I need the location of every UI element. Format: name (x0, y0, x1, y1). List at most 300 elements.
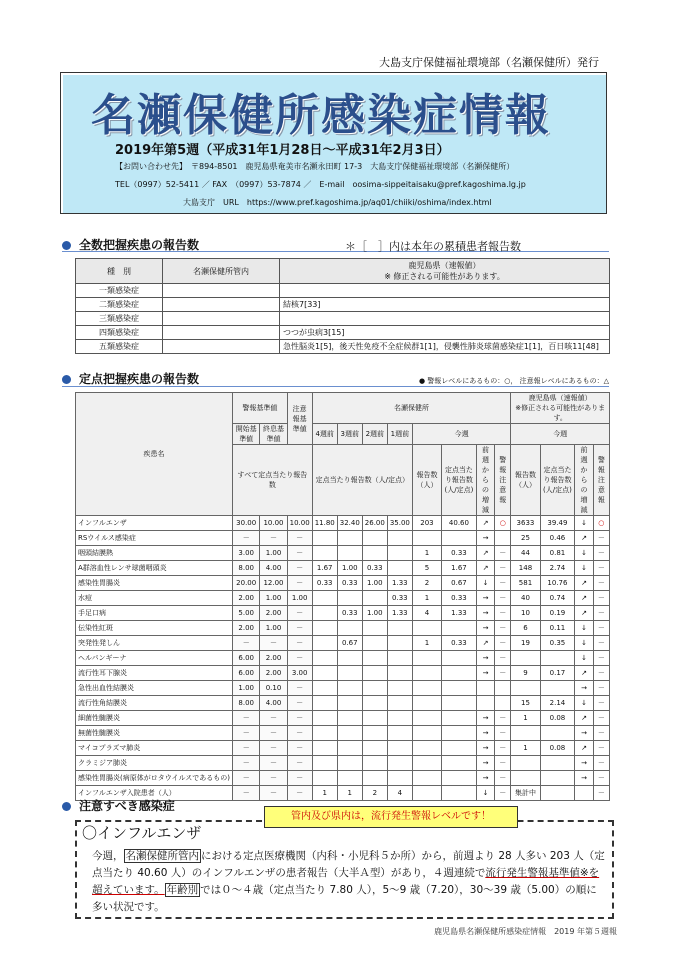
cell: ↓ (575, 636, 593, 651)
cell: 急性出血性結膜炎 (76, 681, 233, 696)
cell: 0.35 (540, 636, 575, 651)
sentinel-table (75, 392, 610, 801)
cell (387, 636, 412, 651)
cell (412, 786, 441, 801)
cell: → (476, 531, 494, 546)
h-this-pref: 今週 (511, 424, 610, 445)
cell: － (593, 591, 609, 606)
cell: 1.00 (287, 591, 312, 606)
cell (387, 666, 412, 681)
h-3w: 3週前 (337, 424, 362, 445)
cell (412, 531, 441, 546)
cell: インフルエンザ入院患者（人） (76, 786, 233, 801)
cell: － (287, 726, 312, 741)
cell: クラミジア肺炎 (76, 756, 233, 771)
cell: → (476, 771, 494, 786)
h-1w: 1週前 (387, 424, 412, 445)
cell: ↗ (476, 516, 494, 531)
cell-pref: つつが虫病3[15] (280, 326, 610, 340)
cell (337, 591, 362, 606)
cell: 流行性角結膜炎 (76, 696, 233, 711)
h-start: 開始基準値 (233, 424, 260, 445)
cell (312, 591, 337, 606)
cell: － (495, 651, 511, 666)
cell (476, 681, 494, 696)
cell (312, 531, 337, 546)
table-row (76, 340, 610, 354)
table-row (76, 771, 610, 786)
cell: 0.33 (442, 591, 477, 606)
cell: － (287, 576, 312, 591)
cell: 0.67 (442, 576, 477, 591)
cell (387, 696, 412, 711)
table-row (76, 561, 610, 576)
alert-callout: 管内及び県内は，流行発生警報レベルです！ (264, 806, 518, 828)
cell: 1 (412, 546, 441, 561)
cell: 1.00 (260, 546, 287, 561)
cell (362, 651, 387, 666)
cell (511, 756, 540, 771)
table-row (76, 636, 610, 651)
cell: ↓ (575, 651, 593, 666)
cell: － (593, 621, 609, 636)
cell: ↓ (575, 696, 593, 711)
cell: － (495, 786, 511, 801)
table-row (76, 726, 610, 741)
cell-pref: 急性脳炎1[5]，後天性免疫不全症候群1[1]，侵襲性肺炎球菌感染症1[1]，百日咳11[48] (280, 340, 610, 354)
cell (362, 636, 387, 651)
cell: － (593, 531, 609, 546)
table-row (76, 531, 610, 546)
section1-note: ＊［ ］内は本年の累積患者報告数 (345, 240, 521, 253)
cell: 1.67 (312, 561, 337, 576)
cell: － (287, 651, 312, 666)
cell: ↓ (476, 576, 494, 591)
cell (412, 771, 441, 786)
cell: 咽頭結膜熱 (76, 546, 233, 561)
cell (412, 621, 441, 636)
cell (362, 726, 387, 741)
cell (337, 696, 362, 711)
cell: 0.33 (442, 636, 477, 651)
table-row (76, 576, 610, 591)
cell (337, 531, 362, 546)
cell: ↗ (575, 531, 593, 546)
cell: ○ (495, 516, 511, 531)
cell: 10.00 (260, 516, 287, 531)
cell (387, 711, 412, 726)
cell: 0.10 (260, 681, 287, 696)
cell: 2 (362, 786, 387, 801)
cell: － (233, 771, 260, 786)
cell: 0.74 (540, 591, 575, 606)
cell: － (287, 621, 312, 636)
cell: 4.00 (260, 561, 287, 576)
cell-type: 二類感染症 (76, 298, 163, 312)
cell: → (476, 756, 494, 771)
cell: 0.11 (540, 621, 575, 636)
cell: － (495, 756, 511, 771)
cell (442, 621, 477, 636)
section3-heading: 注意すべき感染症 (62, 797, 175, 814)
cell (387, 726, 412, 741)
cell: 40.60 (442, 516, 477, 531)
table-row (76, 591, 610, 606)
cell: － (495, 606, 511, 621)
cell: － (287, 606, 312, 621)
cell-pref (280, 312, 610, 326)
cell (312, 651, 337, 666)
cell-local (163, 298, 280, 312)
cell (442, 711, 477, 726)
cell: 10.76 (540, 576, 575, 591)
cell: － (593, 636, 609, 651)
cell (442, 696, 477, 711)
cell: － (287, 771, 312, 786)
cell (312, 636, 337, 651)
cell: ↓ (476, 786, 494, 801)
cell (337, 741, 362, 756)
cell: 581 (511, 576, 540, 591)
cell: ↗ (476, 636, 494, 651)
h-per-pref: 定点当たり報告数(人/定点) (540, 445, 575, 516)
header-banner (60, 72, 607, 214)
cell (337, 726, 362, 741)
cell (387, 756, 412, 771)
cell: － (260, 711, 287, 726)
h-alert-pref: 警報注意報 (593, 445, 609, 516)
cell: 4 (412, 606, 441, 621)
cell: － (287, 756, 312, 771)
cell: 1.00 (233, 681, 260, 696)
cell-type: 一類感染症 (76, 284, 163, 298)
cell (337, 711, 362, 726)
bullet-icon (62, 241, 71, 250)
h-count-pref: 報告数（人） (511, 445, 540, 516)
contact-phone-email: TEL（0997）52-5411 ／ FAX （0997）53-7874 ／ E-mail oosima-sippeitaisaku@pref.kagoshima.lg.jp (115, 180, 526, 189)
cell: － (593, 696, 609, 711)
cell (540, 651, 575, 666)
cell: → (476, 711, 494, 726)
table-row (76, 696, 610, 711)
h-2w: 2週前 (362, 424, 387, 445)
cell (312, 681, 337, 696)
cell: 0.08 (540, 711, 575, 726)
cell-local (163, 312, 280, 326)
cell (312, 696, 337, 711)
cell (337, 681, 362, 696)
cell: － (495, 636, 511, 651)
cell: 0.33 (362, 561, 387, 576)
cell: 8.00 (233, 561, 260, 576)
cell: 44 (511, 546, 540, 561)
cell: － (495, 621, 511, 636)
h-trend-pref: 前週からの増減 (575, 445, 593, 516)
cell (442, 756, 477, 771)
h-caution: 注意報基準値 (287, 393, 312, 445)
bullet-icon (62, 375, 71, 384)
cell: → (575, 726, 593, 741)
cell-local (163, 326, 280, 340)
table-row (76, 621, 610, 636)
table-row (76, 298, 610, 312)
cell: － (593, 741, 609, 756)
cell: 1 (412, 636, 441, 651)
cell: 2.00 (233, 621, 260, 636)
cell: － (495, 666, 511, 681)
cell: － (495, 741, 511, 756)
cell: ヘルパンギーナ (76, 651, 233, 666)
cell: － (287, 681, 312, 696)
cell: － (495, 726, 511, 741)
cell: 20.00 (233, 576, 260, 591)
cell (387, 651, 412, 666)
cell: － (287, 711, 312, 726)
cell (412, 726, 441, 741)
cell (362, 681, 387, 696)
cell (312, 711, 337, 726)
cell: 2 (412, 576, 441, 591)
cell: － (233, 711, 260, 726)
contact-address: 【お問い合わせ先】 〒894-8501 鹿児島県奄美市名瀬永田町 17-3 大島支庁保健福祉環境部（名瀬保健所） (115, 162, 515, 171)
cell: 1.67 (442, 561, 477, 576)
cell (412, 711, 441, 726)
section1-heading: 全数把握疾患の報告数 (62, 236, 199, 253)
cell: 突発性発しん (76, 636, 233, 651)
cell: － (593, 726, 609, 741)
cell: 0.17 (540, 666, 575, 681)
cell: 0.33 (442, 546, 477, 561)
cell: 2.14 (540, 696, 575, 711)
cell: － (287, 561, 312, 576)
cell (412, 741, 441, 756)
cell: → (476, 606, 494, 621)
h-perpt: 定点当たり報告数（人/定点） (312, 445, 412, 516)
cell: － (287, 531, 312, 546)
cell (312, 666, 337, 681)
cell: ↓ (575, 516, 593, 531)
h-count: 報告数（人） (412, 445, 441, 516)
cell: － (233, 786, 260, 801)
cell: 1.00 (260, 621, 287, 636)
cell-type: 五類感染症 (76, 340, 163, 354)
cell (442, 666, 477, 681)
cell: 39.49 (540, 516, 575, 531)
cell: － (260, 531, 287, 546)
cell: － (593, 651, 609, 666)
cell-pref (280, 284, 610, 298)
h-end: 終息基準値 (260, 424, 287, 445)
cell: ↓ (575, 561, 593, 576)
cell: 2.00 (233, 591, 260, 606)
cell: → (575, 756, 593, 771)
cell (362, 621, 387, 636)
cell (442, 771, 477, 786)
table-row (76, 681, 610, 696)
cell: 0.33 (387, 591, 412, 606)
cell (312, 756, 337, 771)
cell: － (233, 741, 260, 756)
cell: 流行性耳下腺炎 (76, 666, 233, 681)
cell: 1.33 (387, 576, 412, 591)
notice-body: 今週， 名瀬保健所管内 における定点医療機関（内科・小児科５か所）から，前週より 28 人多い 203 人（定点当たり 40.60 人）のインフルエンザの患者報告（大半Ａ型）があり，４週連続で流行発生警報基準値※を超えています。 年齢別 では０～４歳（定点当たり 7.80 人），5～9 歳（7.20），30～39 歳（5.00）の順に多い状況です。 (92, 850, 605, 913)
cell: → (476, 651, 494, 666)
cell: 3.00 (233, 546, 260, 561)
cell: ↗ (575, 711, 593, 726)
cell-local (163, 340, 280, 354)
cell: － (260, 741, 287, 756)
h-per-now: 定点当たり報告数(人/定点) (442, 445, 477, 516)
cell: インフルエンザ (76, 516, 233, 531)
cell: 無菌性髄膜炎 (76, 726, 233, 741)
alert-legend: ● 警報レベルにあるもの：○， 注意報レベルにあるもの：△ (418, 377, 609, 385)
cell: → (575, 681, 593, 696)
cell: － (233, 756, 260, 771)
cell (412, 666, 441, 681)
cell (362, 741, 387, 756)
cell: 25 (511, 531, 540, 546)
col-local: 名瀬保健所管内 (163, 259, 280, 284)
cell (442, 681, 477, 696)
cell: 0.46 (540, 531, 575, 546)
cell: － (260, 771, 287, 786)
cell (540, 681, 575, 696)
section2-heading: 定点把握疾患の報告数 (62, 370, 199, 387)
cell: － (593, 711, 609, 726)
cell: 2.00 (260, 651, 287, 666)
report-week: 2019年第5週（平成31年1月28日～平成31年2月3日） (115, 143, 450, 158)
cell: 6.00 (233, 651, 260, 666)
cell: 10.00 (287, 516, 312, 531)
cell: － (260, 786, 287, 801)
publisher: 大島支庁保健福祉環境部（名瀬保健所）発行 (379, 56, 599, 69)
cell: 8.00 (233, 696, 260, 711)
cell (362, 711, 387, 726)
cell (442, 741, 477, 756)
cell (312, 546, 337, 561)
table-row (76, 312, 610, 326)
cell: 15 (511, 696, 540, 711)
cell: 1.33 (387, 606, 412, 621)
cell (540, 771, 575, 786)
cell: 0.67 (337, 636, 362, 651)
cell: 148 (511, 561, 540, 576)
cell (387, 741, 412, 756)
table-row (76, 516, 610, 531)
cell (312, 726, 337, 741)
cell (540, 786, 575, 801)
cell: 集計中 (511, 786, 540, 801)
cell: 2.00 (260, 666, 287, 681)
cell: 感染性胃腸炎 (76, 576, 233, 591)
cell: － (593, 771, 609, 786)
cell: 19 (511, 636, 540, 651)
cell: 6 (511, 621, 540, 636)
cell (362, 771, 387, 786)
cell (511, 726, 540, 741)
cell: 水痘 (76, 591, 233, 606)
cell: ↗ (476, 546, 494, 561)
cell: － (287, 786, 312, 801)
cell: ↓ (575, 546, 593, 561)
cell: → (476, 726, 494, 741)
cell-pref: 結核7[33] (280, 298, 610, 312)
cell: 3.00 (287, 666, 312, 681)
cell: ↗ (575, 606, 593, 621)
cell (511, 771, 540, 786)
cell: 1 (337, 786, 362, 801)
cell: 感染性胃腸炎(病原体がロタウイルスであるもの) (76, 771, 233, 786)
cell: → (476, 666, 494, 681)
cell: － (593, 756, 609, 771)
cell (442, 651, 477, 666)
table-row (76, 666, 610, 681)
page-footer: 鹿児島県名瀬保健所感染症情報 2019 年第５週報 (434, 927, 617, 936)
cell: － (233, 726, 260, 741)
cell (511, 681, 540, 696)
cell (540, 726, 575, 741)
cell: ↗ (575, 741, 593, 756)
cell: 35.00 (387, 516, 412, 531)
cell: A群溶血性レンサ球菌咽頭炎 (76, 561, 233, 576)
cell: 9 (511, 666, 540, 681)
h-nase: 名瀬保健所 (312, 393, 511, 424)
cell (387, 681, 412, 696)
cell: 伝染性紅斑 (76, 621, 233, 636)
cell: 3633 (511, 516, 540, 531)
cell: 2.74 (540, 561, 575, 576)
cell (362, 666, 387, 681)
cell: → (575, 771, 593, 786)
cell (362, 591, 387, 606)
cell: － (593, 606, 609, 621)
table-row (76, 546, 610, 561)
h-alert: 警報基準値 (233, 393, 288, 424)
cell: ↗ (476, 561, 494, 576)
cell: 1 (511, 711, 540, 726)
cell (387, 561, 412, 576)
cell (362, 546, 387, 561)
page-title: 名瀬保健所感染症情報 (91, 90, 551, 141)
cell: － (495, 546, 511, 561)
cell: 細菌性髄膜炎 (76, 711, 233, 726)
cell (495, 681, 511, 696)
cell (387, 621, 412, 636)
table-row (76, 741, 610, 756)
cell: 30.00 (233, 516, 260, 531)
cell: 1.00 (337, 561, 362, 576)
cell (362, 531, 387, 546)
cell: － (495, 591, 511, 606)
cell: ○ (593, 516, 609, 531)
cell (312, 741, 337, 756)
cell: 0.33 (337, 576, 362, 591)
cell: → (476, 591, 494, 606)
cell: 1.00 (362, 576, 387, 591)
table-row (76, 756, 610, 771)
cell (442, 531, 477, 546)
cell (337, 756, 362, 771)
cell (575, 786, 593, 801)
h-trend: 前週からの増減 (476, 445, 494, 516)
cell: 32.40 (337, 516, 362, 531)
cell: 10 (511, 606, 540, 621)
cell: － (287, 546, 312, 561)
cell: 2.00 (260, 606, 287, 621)
col-pref: 鹿児島県（速報値） ※ 修正される可能性があります。 (280, 259, 610, 284)
cell: － (495, 561, 511, 576)
notice-disease: 〇インフルエンザ (82, 824, 202, 842)
